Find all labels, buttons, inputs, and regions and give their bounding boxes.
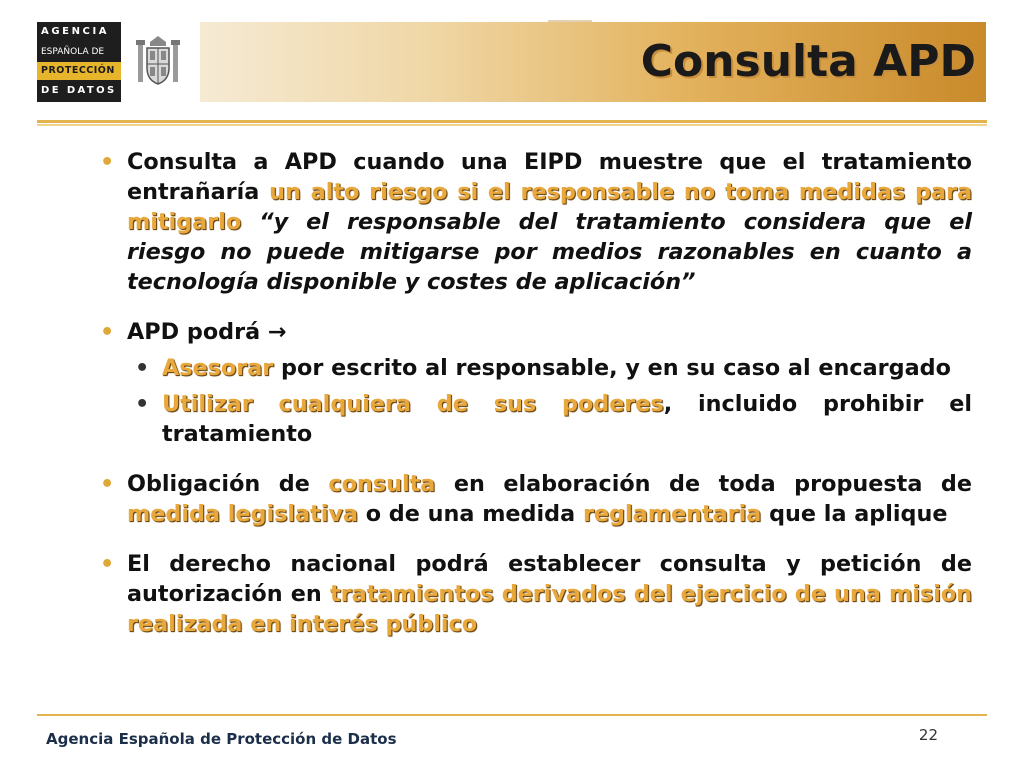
logo-line-4: DE DATOS bbox=[41, 85, 117, 96]
bullet-text: Consulta a APD cuando una EIPD muestre que el tratamiento entrañaría bbox=[127, 149, 972, 205]
highlighted-text: tratamientos derivados del ejercicio de una misión realizada en interés público bbox=[127, 581, 972, 637]
logo-line-3: PROTECCIÓN bbox=[37, 62, 121, 80]
highlighted-text: Asesorar bbox=[162, 355, 274, 381]
header-divider-thin bbox=[37, 124, 987, 126]
header-divider bbox=[37, 120, 987, 123]
bullet-text: , incluido prohibir el tratamiento bbox=[162, 391, 972, 447]
agency-logo bbox=[37, 22, 121, 102]
bullet-apd-podra bbox=[100, 317, 972, 347]
slide-title: Consulta APD bbox=[640, 36, 976, 87]
bullet-consulta-eipd bbox=[100, 147, 972, 297]
bullet-derecho-nacional bbox=[100, 549, 972, 639]
bullet-text: Obligación de bbox=[127, 471, 329, 497]
highlighted-text: Utilizar cualquiera de sus poderes bbox=[162, 391, 664, 417]
page-number: 22 bbox=[918, 726, 938, 744]
logo-line-1: AGENCIA bbox=[41, 26, 110, 37]
sub-bullet-asesorar bbox=[135, 353, 972, 383]
sub-bullet-utilizar-poderes bbox=[135, 389, 972, 449]
highlighted-text: reglamentaria bbox=[582, 501, 762, 527]
quoted-text: “y el responsable del tratamiento considera que el riesgo no puede mitigarse por medios razonables en cuanto a tecnología disponible y costes de aplicación” bbox=[127, 209, 972, 295]
coat-of-arms-icon bbox=[136, 34, 180, 90]
bullet-text: APD podrá bbox=[127, 319, 268, 345]
logo-line-2: ESPAÑOLA DE bbox=[41, 47, 105, 57]
bullet-text: por escrito al responsable, y en su caso al encargado bbox=[273, 355, 951, 381]
footer-organization: Agencia Española de Protección de Datos bbox=[46, 730, 397, 748]
highlighted-text: consulta bbox=[328, 471, 436, 497]
slide-content bbox=[100, 147, 972, 639]
bullet-text: El derecho nacional podrá establecer consulta y petición de autorización en bbox=[127, 551, 972, 607]
right-arrow-icon: → bbox=[267, 319, 287, 345]
bullet-text: en elaboración de toda propuesta de bbox=[435, 471, 972, 497]
bullet-obligacion-consulta bbox=[100, 469, 972, 529]
highlighted-text: un alto riesgo si el responsable no toma medidas para mitigarlo bbox=[127, 179, 972, 235]
footer-divider bbox=[37, 714, 987, 716]
bullet-text: o de una medida bbox=[357, 501, 583, 527]
bullet-text: que la aplique bbox=[761, 501, 948, 527]
header-decoration bbox=[548, 20, 592, 22]
highlighted-text: medida legislativa bbox=[127, 501, 358, 527]
